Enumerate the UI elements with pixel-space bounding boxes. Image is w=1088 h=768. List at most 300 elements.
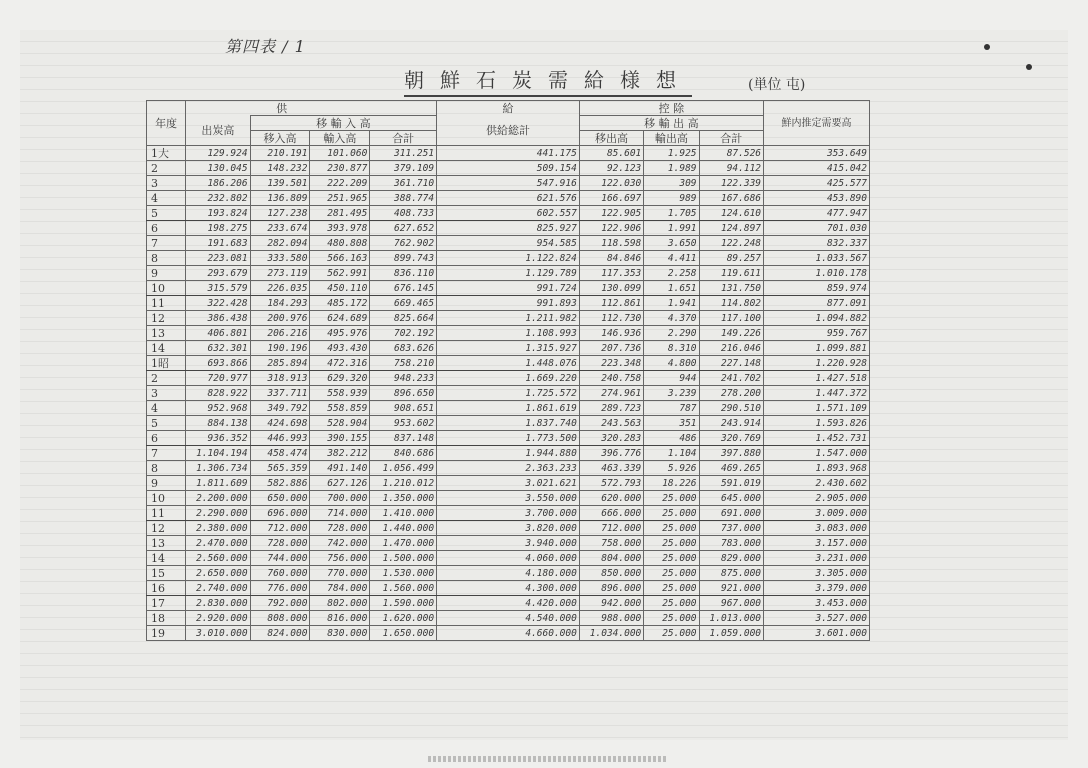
table-row [147, 611, 870, 626]
row-import: 802.000 [310, 596, 370, 611]
row-estimate: 425.577 [764, 176, 870, 191]
row-subtotal-in: 899.743 [370, 251, 437, 266]
row-estimate: 959.767 [764, 326, 870, 341]
row-export: 1.989 [644, 161, 699, 176]
header-transfer-export: 移 輸 出 高 [579, 116, 763, 131]
row-transfer-out: 1.034.000 [579, 626, 643, 641]
row-transfer-out: 122.905 [579, 206, 643, 221]
row-transfer-in: 565.359 [250, 461, 310, 476]
row-estimate: 1.547.000 [764, 446, 870, 461]
row-transfer-out: 117.353 [579, 266, 643, 281]
row-transfer-out: 118.598 [579, 236, 643, 251]
row-export: 25.000 [644, 581, 699, 596]
row-transfer-in: 206.216 [250, 326, 310, 341]
row-year: 17 [147, 596, 186, 611]
row-output: 386.438 [186, 311, 250, 326]
table-row [147, 251, 870, 266]
row-output: 2.560.000 [186, 551, 250, 566]
row-export: 944 [644, 371, 699, 386]
table-row [147, 371, 870, 386]
row-transfer-in: 337.711 [250, 386, 310, 401]
row-total-supply: 1.773.500 [437, 431, 580, 446]
row-year: 1大 [147, 146, 186, 161]
scan-footer-mark [428, 756, 668, 762]
table-row [147, 206, 870, 221]
row-import: 700.000 [310, 491, 370, 506]
table-row [147, 146, 870, 161]
row-transfer-out: 130.099 [579, 281, 643, 296]
row-subtotal-in: 948.233 [370, 371, 437, 386]
row-import: 450.110 [310, 281, 370, 296]
header-estimate: 鮮内推定需要高 [764, 101, 870, 146]
header-subtotal-out: 合計 [699, 131, 764, 146]
row-total-supply: 4.300.000 [437, 581, 580, 596]
row-transfer-out: 223.348 [579, 356, 643, 371]
row-estimate: 3.157.000 [764, 536, 870, 551]
row-export: 25.000 [644, 566, 699, 581]
header-total-supply: 供給総計 [437, 116, 580, 146]
row-transfer-out: 463.339 [579, 461, 643, 476]
row-export: 4.370 [644, 311, 699, 326]
row-import: 222.209 [310, 176, 370, 191]
row-transfer-in: 696.000 [250, 506, 310, 521]
row-export: 25.000 [644, 491, 699, 506]
row-subtotal-out: 243.914 [699, 416, 764, 431]
row-export: 3.650 [644, 236, 699, 251]
row-estimate: 453.890 [764, 191, 870, 206]
row-output: 2.380.000 [186, 521, 250, 536]
row-subtotal-out: 1.059.000 [699, 626, 764, 641]
row-total-supply: 1.129.789 [437, 266, 580, 281]
row-export: 4.800 [644, 356, 699, 371]
row-output: 2.740.000 [186, 581, 250, 596]
row-subtotal-out: 119.611 [699, 266, 764, 281]
row-year: 12 [147, 311, 186, 326]
table-row [147, 446, 870, 461]
table-row [147, 416, 870, 431]
row-output: 632.301 [186, 341, 250, 356]
row-transfer-in: 446.993 [250, 431, 310, 446]
row-output: 193.824 [186, 206, 250, 221]
row-export: 25.000 [644, 521, 699, 536]
row-transfer-in: 226.035 [250, 281, 310, 296]
row-subtotal-in: 953.602 [370, 416, 437, 431]
row-subtotal-out: 875.000 [699, 566, 764, 581]
row-output: 936.352 [186, 431, 250, 446]
row-transfer-in: 650.000 [250, 491, 310, 506]
row-import: 770.000 [310, 566, 370, 581]
row-subtotal-in: 1.560.000 [370, 581, 437, 596]
row-transfer-in: 127.238 [250, 206, 310, 221]
row-transfer-out: 112.861 [579, 296, 643, 311]
row-estimate: 701.030 [764, 221, 870, 236]
row-output: 693.866 [186, 356, 250, 371]
row-transfer-out: 572.793 [579, 476, 643, 491]
table-row [147, 596, 870, 611]
header-output: 出炭高 [186, 116, 250, 146]
row-year: 15 [147, 566, 186, 581]
row-year: 5 [147, 206, 186, 221]
row-subtotal-in: 1.590.000 [370, 596, 437, 611]
row-subtotal-out: 829.000 [699, 551, 764, 566]
table-row [147, 266, 870, 281]
row-total-supply: 1.861.619 [437, 401, 580, 416]
row-transfer-out: 712.000 [579, 521, 643, 536]
row-import: 558.939 [310, 386, 370, 401]
row-transfer-in: 184.293 [250, 296, 310, 311]
row-estimate: 3.453.000 [764, 596, 870, 611]
row-subtotal-out: 737.000 [699, 521, 764, 536]
row-transfer-in: 824.000 [250, 626, 310, 641]
row-transfer-in: 582.886 [250, 476, 310, 491]
row-total-supply: 509.154 [437, 161, 580, 176]
row-estimate: 353.649 [764, 146, 870, 161]
row-import: 562.991 [310, 266, 370, 281]
row-subtotal-out: 122.248 [699, 236, 764, 251]
row-subtotal-out: 216.046 [699, 341, 764, 356]
row-output: 2.650.000 [186, 566, 250, 581]
row-import: 393.978 [310, 221, 370, 236]
row-total-supply: 441.175 [437, 146, 580, 161]
table-row [147, 281, 870, 296]
row-output: 884.138 [186, 416, 250, 431]
row-transfer-in: 190.196 [250, 341, 310, 356]
row-transfer-in: 776.000 [250, 581, 310, 596]
row-import: 714.000 [310, 506, 370, 521]
row-subtotal-out: 122.339 [699, 176, 764, 191]
row-export: 2.258 [644, 266, 699, 281]
row-year: 13 [147, 536, 186, 551]
row-transfer-in: 349.792 [250, 401, 310, 416]
row-total-supply: 602.557 [437, 206, 580, 221]
row-output: 1.104.194 [186, 446, 250, 461]
row-output: 2.920.000 [186, 611, 250, 626]
row-subtotal-in: 896.650 [370, 386, 437, 401]
header-transfer-out: 移出高 [579, 131, 643, 146]
header-transfer-in: 移入高 [250, 131, 310, 146]
row-year: 14 [147, 341, 186, 356]
row-subtotal-out: 87.526 [699, 146, 764, 161]
row-import: 627.126 [310, 476, 370, 491]
row-estimate: 3.083.000 [764, 521, 870, 536]
row-transfer-out: 207.736 [579, 341, 643, 356]
row-year: 12 [147, 521, 186, 536]
row-transfer-out: 122.906 [579, 221, 643, 236]
row-subtotal-out: 645.000 [699, 491, 764, 506]
row-transfer-out: 988.000 [579, 611, 643, 626]
row-year: 9 [147, 266, 186, 281]
row-subtotal-out: 921.000 [699, 581, 764, 596]
row-estimate: 877.091 [764, 296, 870, 311]
row-year: 14 [147, 551, 186, 566]
row-output: 129.924 [186, 146, 250, 161]
row-export: 8.310 [644, 341, 699, 356]
row-import: 742.000 [310, 536, 370, 551]
row-total-supply: 547.916 [437, 176, 580, 191]
row-import: 472.316 [310, 356, 370, 371]
row-year: 16 [147, 581, 186, 596]
header-import: 輸入高 [310, 131, 370, 146]
row-total-supply: 1.944.880 [437, 446, 580, 461]
row-import: 756.000 [310, 551, 370, 566]
row-output: 198.275 [186, 221, 250, 236]
row-transfer-out: 166.697 [579, 191, 643, 206]
header-export: 輸出高 [644, 131, 699, 146]
header-supply: 供 [186, 101, 437, 116]
row-export: 18.226 [644, 476, 699, 491]
document-title: 朝鮮石炭需給様想 [404, 64, 692, 97]
table-row [147, 191, 870, 206]
row-transfer-in: 233.674 [250, 221, 310, 236]
row-transfer-in: 210.191 [250, 146, 310, 161]
row-import: 566.163 [310, 251, 370, 266]
row-total-supply: 1.108.993 [437, 326, 580, 341]
row-transfer-in: 318.913 [250, 371, 310, 386]
row-output: 2.290.000 [186, 506, 250, 521]
row-output: 2.830.000 [186, 596, 250, 611]
row-subtotal-out: 783.000 [699, 536, 764, 551]
table-row [147, 581, 870, 596]
row-import: 251.965 [310, 191, 370, 206]
table-row [147, 461, 870, 476]
row-output: 315.579 [186, 281, 250, 296]
row-subtotal-in: 683.626 [370, 341, 437, 356]
row-transfer-in: 148.232 [250, 161, 310, 176]
row-import: 629.320 [310, 371, 370, 386]
row-import: 101.060 [310, 146, 370, 161]
table-row [147, 536, 870, 551]
row-import: 382.212 [310, 446, 370, 461]
row-year: 7 [147, 236, 186, 251]
row-export: 25.000 [644, 506, 699, 521]
row-transfer-out: 850.000 [579, 566, 643, 581]
row-subtotal-out: 114.802 [699, 296, 764, 311]
row-estimate: 3.009.000 [764, 506, 870, 521]
row-year: 3 [147, 176, 186, 191]
row-year: 10 [147, 491, 186, 506]
row-output: 1.811.609 [186, 476, 250, 491]
row-estimate: 1.893.968 [764, 461, 870, 476]
row-transfer-out: 758.000 [579, 536, 643, 551]
header-year: 年度 [147, 101, 186, 146]
row-import: 493.430 [310, 341, 370, 356]
row-year: 2 [147, 371, 186, 386]
row-total-supply: 1.122.824 [437, 251, 580, 266]
row-export: 25.000 [644, 551, 699, 566]
row-subtotal-in: 627.652 [370, 221, 437, 236]
row-estimate: 3.379.000 [764, 581, 870, 596]
row-transfer-in: 273.119 [250, 266, 310, 281]
row-total-supply: 3.021.621 [437, 476, 580, 491]
row-transfer-out: 240.758 [579, 371, 643, 386]
row-output: 186.206 [186, 176, 250, 191]
row-total-supply: 954.585 [437, 236, 580, 251]
row-output: 130.045 [186, 161, 250, 176]
table-row [147, 296, 870, 311]
table-row [147, 476, 870, 491]
row-estimate: 1.427.518 [764, 371, 870, 386]
row-transfer-out: 92.123 [579, 161, 643, 176]
row-year: 1昭 [147, 356, 186, 371]
row-estimate: 1.447.372 [764, 386, 870, 401]
row-subtotal-in: 840.686 [370, 446, 437, 461]
row-estimate: 1.593.826 [764, 416, 870, 431]
row-export: 5.926 [644, 461, 699, 476]
table-row [147, 236, 870, 251]
row-year: 2 [147, 161, 186, 176]
row-subtotal-out: 241.702 [699, 371, 764, 386]
row-subtotal-in: 762.902 [370, 236, 437, 251]
row-export: 989 [644, 191, 699, 206]
row-output: 828.922 [186, 386, 250, 401]
unit-label: (単位 屯) [748, 77, 806, 93]
row-estimate: 1.452.731 [764, 431, 870, 446]
row-subtotal-out: 131.750 [699, 281, 764, 296]
row-output: 191.683 [186, 236, 250, 251]
row-output: 2.200.000 [186, 491, 250, 506]
row-subtotal-in: 379.109 [370, 161, 437, 176]
row-export: 309 [644, 176, 699, 191]
row-transfer-in: 712.000 [250, 521, 310, 536]
row-estimate: 3.305.000 [764, 566, 870, 581]
row-subtotal-in: 676.145 [370, 281, 437, 296]
row-transfer-out: 84.846 [579, 251, 643, 266]
row-export: 25.000 [644, 596, 699, 611]
row-year: 3 [147, 386, 186, 401]
table-row [147, 566, 870, 581]
row-import: 558.859 [310, 401, 370, 416]
row-total-supply: 1.837.740 [437, 416, 580, 431]
row-import: 816.000 [310, 611, 370, 626]
row-export: 1.925 [644, 146, 699, 161]
row-export: 1.941 [644, 296, 699, 311]
table-row [147, 356, 870, 371]
row-subtotal-in: 388.774 [370, 191, 437, 206]
table-row [147, 311, 870, 326]
row-export: 3.239 [644, 386, 699, 401]
row-total-supply: 1.725.572 [437, 386, 580, 401]
table-row [147, 626, 870, 641]
row-subtotal-in: 702.192 [370, 326, 437, 341]
row-import: 281.495 [310, 206, 370, 221]
row-import: 624.689 [310, 311, 370, 326]
row-transfer-out: 896.000 [579, 581, 643, 596]
row-estimate: 2.430.602 [764, 476, 870, 491]
row-total-supply: 4.420.000 [437, 596, 580, 611]
header-deduction: 控 除 [579, 101, 763, 116]
row-total-supply: 3.550.000 [437, 491, 580, 506]
supply-demand-table [146, 100, 870, 641]
row-transfer-out: 620.000 [579, 491, 643, 506]
row-total-supply: 991.893 [437, 296, 580, 311]
header-subtotal-in: 合計 [370, 131, 437, 146]
row-total-supply: 3.820.000 [437, 521, 580, 536]
row-import: 485.172 [310, 296, 370, 311]
row-year: 6 [147, 431, 186, 446]
row-transfer-in: 424.698 [250, 416, 310, 431]
table-row [147, 401, 870, 416]
table-body [147, 146, 870, 641]
row-subtotal-out: 124.897 [699, 221, 764, 236]
row-year: 4 [147, 191, 186, 206]
row-subtotal-in: 1.650.000 [370, 626, 437, 641]
row-import: 528.904 [310, 416, 370, 431]
punch-hole [984, 44, 990, 50]
row-total-supply: 621.576 [437, 191, 580, 206]
punch-hole [1026, 64, 1032, 70]
row-year: 4 [147, 401, 186, 416]
row-total-supply: 3.700.000 [437, 506, 580, 521]
row-subtotal-in: 1.056.499 [370, 461, 437, 476]
row-transfer-out: 666.000 [579, 506, 643, 521]
row-year: 11 [147, 506, 186, 521]
row-estimate: 3.527.000 [764, 611, 870, 626]
row-total-supply: 4.060.000 [437, 551, 580, 566]
row-import: 728.000 [310, 521, 370, 536]
row-subtotal-out: 397.880 [699, 446, 764, 461]
table-row [147, 221, 870, 236]
row-subtotal-in: 1.620.000 [370, 611, 437, 626]
row-transfer-out: 243.563 [579, 416, 643, 431]
row-estimate: 1.010.178 [764, 266, 870, 281]
row-import: 495.976 [310, 326, 370, 341]
row-estimate: 415.042 [764, 161, 870, 176]
row-transfer-in: 139.501 [250, 176, 310, 191]
row-year: 7 [147, 446, 186, 461]
row-estimate: 1.094.882 [764, 311, 870, 326]
row-transfer-out: 85.601 [579, 146, 643, 161]
row-subtotal-in: 825.664 [370, 311, 437, 326]
row-subtotal-in: 908.651 [370, 401, 437, 416]
row-transfer-out: 289.723 [579, 401, 643, 416]
row-subtotal-in: 669.465 [370, 296, 437, 311]
row-transfer-in: 792.000 [250, 596, 310, 611]
table-row [147, 176, 870, 191]
row-transfer-in: 200.976 [250, 311, 310, 326]
row-year: 8 [147, 251, 186, 266]
header-supply-2: 給 [437, 101, 580, 116]
row-subtotal-in: 1.210.012 [370, 476, 437, 491]
row-transfer-out: 274.961 [579, 386, 643, 401]
row-subtotal-out: 94.112 [699, 161, 764, 176]
row-transfer-in: 333.580 [250, 251, 310, 266]
row-total-supply: 1.211.982 [437, 311, 580, 326]
row-estimate: 1.099.881 [764, 341, 870, 356]
table-row [147, 326, 870, 341]
row-import: 491.140 [310, 461, 370, 476]
row-estimate: 1.033.567 [764, 251, 870, 266]
row-export: 1.705 [644, 206, 699, 221]
row-import: 480.808 [310, 236, 370, 251]
row-total-supply: 4.540.000 [437, 611, 580, 626]
table-row [147, 161, 870, 176]
row-transfer-out: 320.283 [579, 431, 643, 446]
row-total-supply: 991.724 [437, 281, 580, 296]
row-subtotal-out: 89.257 [699, 251, 764, 266]
row-output: 293.679 [186, 266, 250, 281]
row-estimate: 477.947 [764, 206, 870, 221]
table-row [147, 521, 870, 536]
row-year: 19 [147, 626, 186, 641]
row-subtotal-out: 591.019 [699, 476, 764, 491]
row-import: 784.000 [310, 581, 370, 596]
table-row [147, 431, 870, 446]
row-subtotal-in: 758.210 [370, 356, 437, 371]
row-export: 787 [644, 401, 699, 416]
row-output: 2.470.000 [186, 536, 250, 551]
row-transfer-out: 112.730 [579, 311, 643, 326]
row-export: 2.290 [644, 326, 699, 341]
